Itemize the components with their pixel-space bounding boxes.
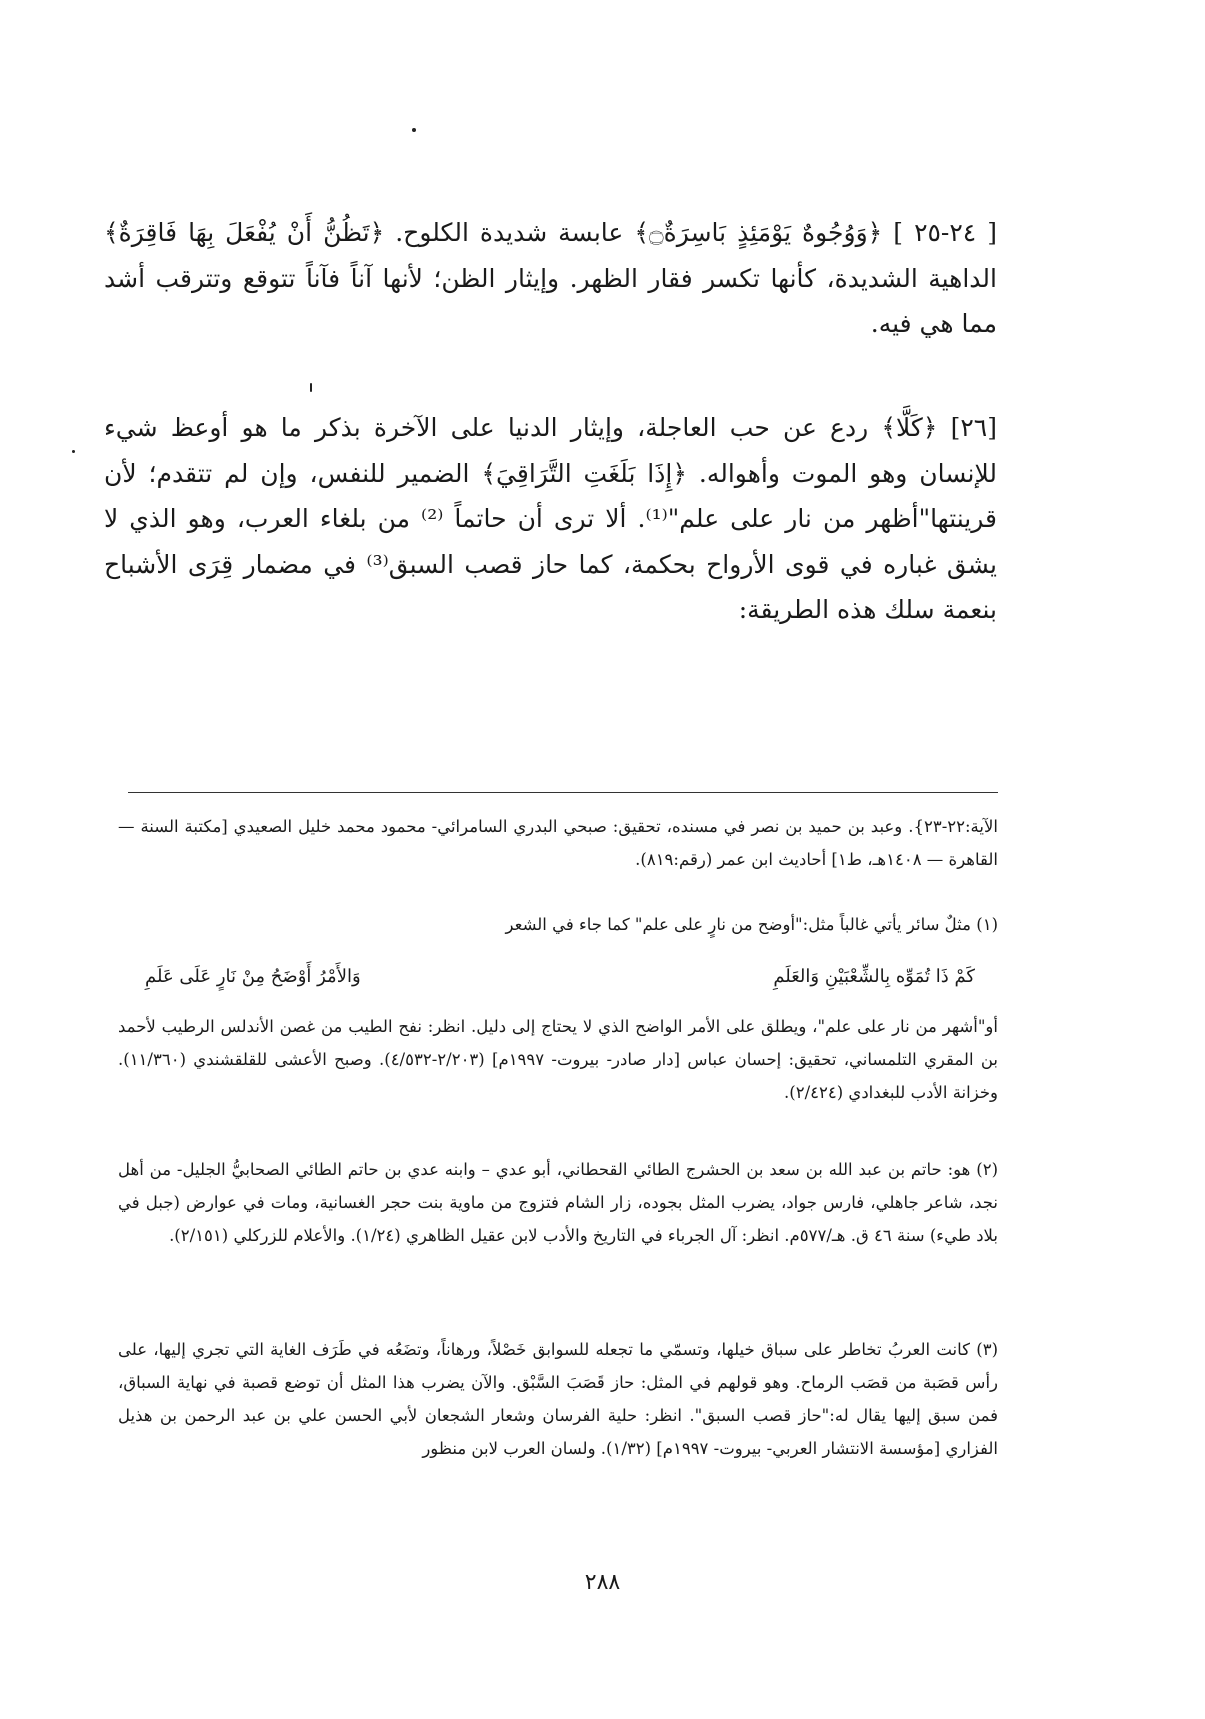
body-paragraph: [ ٢٤-٢٥ ] ﴿وَوُجُوهٌ يَوْمَئِذٍ بَاسِرَةٌ۝﴾ عابسة شديدة الكلوح. ﴿تَظُنُّ أَنْ يُفْعَلَ بِهَا فَاقِرَةٌ﴾ الداهية الشديدة، كأنها تكسر فقار الظهر. وإيثار الظن؛ لأنها آناً فآناً تتوقع وتترقب أشد مما هي فيه. <box>104 218 997 338</box>
footnote-separator <box>128 792 998 793</box>
page-number: ٢٨٨ <box>584 1570 621 1595</box>
poetry-verse <box>145 957 975 997</box>
footnote-1-body: أو"أشهر من نار على علم"، ويطلق على الأمر الواضح الذي لا يحتاج إلى دليل. انظر: نفح الطيب من غصن الأندلس الرطيب لأحمد بن المقري التلمساني، تحقيق: إحسان عباس [دار صادر- بيروت- ١٩٩٧م] (٢/٢٠٣-٤/٥٣٢). وصبح الأعشى للقلقشندي (١١/٣٦٠). وخزانة الأدب للبغدادي (٢/٤٢٤). <box>118 1017 998 1102</box>
body-paragraph: [٢٦] ﴿كَلَّا﴾ ردع عن حب العاجلة، وإيثار الدنيا على الآخرة بذكر ما هو أوعظ شيء للإنسان وهو الموت وأهواله. ﴿إِذَا بَلَغَتِ التَّرَاقِيَ﴾ الضمير للنفس، وإن لم تتقدم؛ لأن قرينتها"أظهر من نار على علم"⁽¹⁾. ألا ترى أن حاتماً ⁽²⁾ من بلغاء العرب، وهو الذي لا يشق غباره في قوى الأرواح بحكمة، كما حاز قصب السبق⁽³⁾ في مضمار قِرَى الأشباح بنعمة سلك هذه الطريقة: <box>104 413 997 624</box>
scan-speck <box>310 383 312 392</box>
footnote-continuation: الآية:٢٢-٢٣}. وعبد بن حميد بن نصر في مسنده، تحقيق: صبحي البدري السامرائي- محمود محمد خليل الصعيدي [مكتبة السنة — القاهرة — ١٤٠٨هـ، ط١] أحاديث ابن عمر (رقم:٨١٩). <box>118 817 998 869</box>
scan-speck <box>72 450 75 453</box>
verse-hemistich-second: وَالأَمْرُ أَوْضَحُ مِنْ نَارٍ عَلَى عَلَمِ <box>145 966 361 987</box>
verse-hemistich-first: كَمْ ذَا تُمَوِّه بِالشِّعْبَيْنِ وَالعَلَمِ <box>773 966 975 987</box>
footnote-3: (٣) كانت العربُ تخاطر على سباق خيلها، وتسمّي ما تجعله للسوابق خَصْلاً، ورهاناً، وتضَعُه في طَرَف الغاية التي تجري إليها، على رأس قصَبة من قصَب الرماح. وهو قولهم في المثل: حاز قَصَبَ السَّبْق. والآن يضرب هذا المثل أن توضع قصبة في نهاية السباق، فمن سبق إليها يقال له:"حاز قصب السبق". انظر: حلية الفرسان وشعار الشجعان لأبي الحسن علي بن عبد الرحمن بن هذيل الفزاري [مؤسسة الانتشار العربي- بيروت- ١٩٩٧م] (١/٣٢). ولسان العرب لابن منظور <box>118 1340 998 1458</box>
scan-speck <box>412 128 416 132</box>
footnote-1-intro: (١) مثلٌ سائر يأتي غالباً مثل:"أوضح من نارٍ على علم" كما جاء في الشعر <box>505 915 998 934</box>
footnote-2: (٢) هو: حاتم بن عبد الله بن سعد بن الحشرج الطائي القحطاني، أبو عدي – وابنه عدي بن حاتم الطائي الصحابيُّ الجليل- من أهل نجد، شاعر جاهلي، فارس جواد، يضرب المثل بجوده، زار الشام فتزوج من ماوية بنت حجر الغسانية، ومات في عوارض (جبل في بلاد طيء) سنة ٤٦ ق. هـ/٥٧٧م. انظر: آل الجرباء في التاريخ والأدب لابن عقيل الظاهري (١/٢٤). والأعلام للزركلي (٢/١٥١). <box>118 1160 998 1245</box>
